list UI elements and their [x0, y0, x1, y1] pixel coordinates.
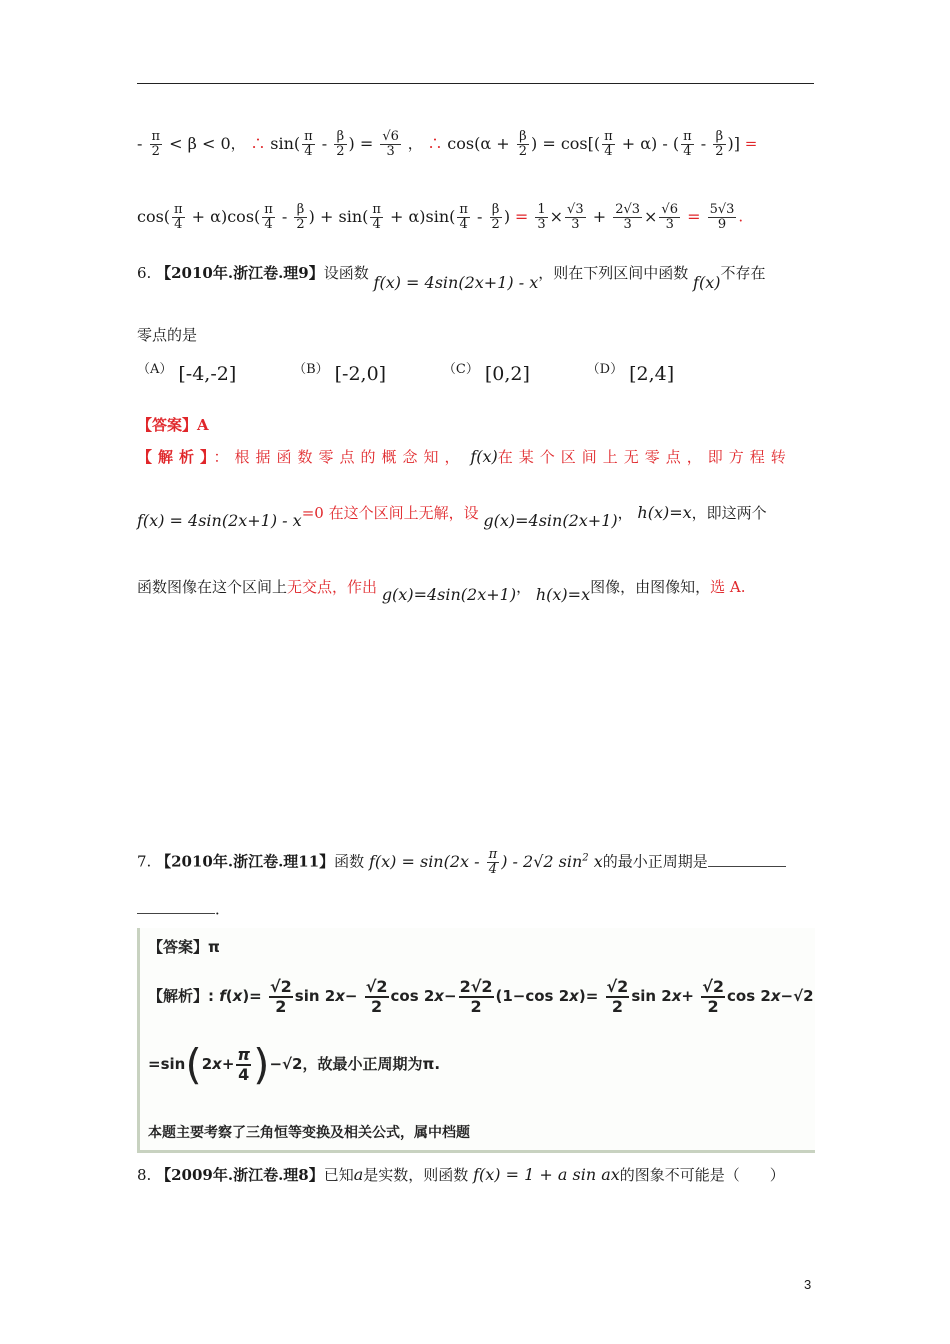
- question-number: 6.: [137, 264, 152, 282]
- analysis-line-1: 【解析】：根据函数零点的概念知， f(x)在某个区间上无零点，即方程转: [137, 447, 792, 466]
- answer-label: 【答案】A: [137, 416, 209, 434]
- header-rule: [137, 83, 814, 84]
- option-c: （C） [0,2]: [442, 362, 530, 385]
- answer-screenshot: [137, 928, 815, 1153]
- page-number: 3: [804, 1277, 812, 1292]
- question-8-stem: 8. 【2009年.浙江卷.理8】已知a是实数，则函数 f(x) = 1 + a sin ax的图象不可能是（ ）: [137, 1165, 785, 1184]
- option-b: （B） [-2,0]: [293, 362, 387, 385]
- continuation-line-1: - $\frac{\pi}{2}$ < β < 0， ∴ sin( $\frac{\pi}{4}$ - $\frac{\beta}{2}$ ) = $\frac{√6}{3}$ ， ∴ cos(α + $\frac{\beta}{2}$ ) = cos[( $\frac{\pi}{4}$ + α) - ( $\frac{\pi}{4}$ - $\frac{\beta}{2}$ )] =: [137, 129, 758, 159]
- analysis-line-3: 函数图像在这个区间上无交点，作出 g(x)=4sin(2x+1)， h(x)=x图像，由图像知，选 A.: [137, 578, 746, 604]
- question-7-stem: 7. 【2010年.浙江卷.理11】函数 f(x) = sin(2x - $\frac{\pi}{4}$ ) - 2√2 $\sin^2 x$的最小正周期是: [137, 848, 786, 876]
- equals-sign: =: [744, 134, 758, 153]
- question-7-blank-cont: ．: [137, 898, 230, 919]
- option-a: （A） [-4,-2]: [137, 362, 237, 385]
- shot-analysis-line-2: =sin(2x+ $\frac{\pi}{4}$ )−√2，故最小正周期为π.: [148, 1040, 441, 1089]
- question-6-options: [137, 358, 726, 385]
- question-6-stem-cont: 零点的是: [137, 326, 198, 344]
- therefore-symbol: ∴: [250, 134, 266, 153]
- shot-note: 本题主要考察了三角恒等变换及相关公式，属中档题: [148, 1125, 470, 1141]
- answer-blank[interactable]: [708, 854, 786, 867]
- continuation-line-2: cos( $\frac{\pi}{4}$ + α)cos( $\frac{\pi}{4}$ - $\frac{\beta}{2}$ ) + sin( $\frac{\pi}{4}$ + α)sin( $\frac{\pi}{4}$ - $\frac{\beta}{2}$ ) = $\frac{1}{3}$ × $\frac{√3}{3}$ + $\frac{2√3}{3}$ × $\frac{√6}{3}$ = $\frac{5√3}{9}$ .: [137, 202, 744, 232]
- function-expression: f(x) = 4sin(2x+1) - x: [373, 273, 539, 292]
- analysis-line-2: f(x) = 4sin(2x+1) - x=0 在这个区间上无解，设 g(x)=4sin(2x+1)， h(x)=x，即这两个: [137, 503, 767, 530]
- shot-answer: 【答案】π: [148, 938, 220, 956]
- option-d: （D） [2,4]: [586, 362, 675, 385]
- question-6-stem: 6. 【2010年.浙江卷.理9】设函数 f(x) = 4sin(2x+1) - x，则在下列区间中函数 f(x)不存在: [137, 264, 766, 292]
- shot-analysis-line-1: 【解析】: f(x)= $\frac{√2}{2}$ sin 2x− $\frac{√2}{2}$ cos 2x− $\frac{2√2}{2}$ (1−cos 2x)= $\frac{√2}{2}$ sin 2x+ $\frac{√2}{2}$ cos 2x−√2: [148, 977, 814, 1016]
- therefore-symbol-2: ∴: [427, 134, 443, 153]
- question-source: 【2010年.浙江卷.理9】: [156, 264, 324, 282]
